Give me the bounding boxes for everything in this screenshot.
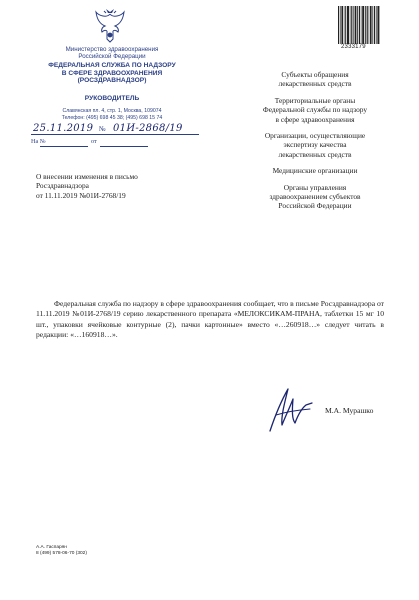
ministry-line: Министерство здравоохранения: [65, 46, 159, 53]
subject-block: [36, 172, 138, 200]
recipient: [240, 131, 390, 159]
barcode-number: 2333179: [341, 44, 366, 50]
ministry-line: Российской Федерации: [78, 53, 146, 61]
executor-name: А.А. Гаспарян: [36, 545, 67, 550]
registration-date: 25.11.2019: [33, 123, 94, 134]
recipient-line: Территориальные органы: [274, 95, 356, 105]
ministry-name: [12, 46, 212, 60]
recipient: [240, 166, 390, 175]
address-block: [12, 108, 212, 121]
subject-line: Росздравнадзора: [36, 181, 89, 191]
recipient-line: Органы управления: [283, 182, 347, 192]
subject-line: О внесении изменения в письмо: [36, 172, 138, 181]
recipient-line: лекарственных средств: [278, 79, 352, 89]
signature-icon: [262, 385, 322, 435]
recipient-line: здравоохранением субъектов: [269, 192, 361, 202]
service-line: В СФЕРЕ ЗДРАВООХРАНЕНИЯ: [61, 69, 163, 77]
executor-phone: 8 (499) 578-06-70 (302): [36, 551, 87, 557]
number-sign: №: [99, 125, 106, 133]
subject-line: от 11.11.2019 №01И-2768/19: [36, 190, 126, 200]
recipient: [240, 70, 390, 89]
recipient: [240, 96, 390, 124]
recipient-line: Медицинские организации: [272, 166, 358, 176]
recipient-line: Субъекты обращения: [281, 70, 349, 79]
address-line: Славянская пл. 4, стр. 1, Москва, 109074: [62, 108, 162, 114]
recipient-line: лекарственных средств: [278, 149, 352, 159]
recipient-line: Российской Федерации: [278, 201, 352, 211]
service-line: ФЕДЕРАЛЬНАЯ СЛУЖБА ПО НАДЗОРУ: [48, 62, 176, 69]
recipient: [240, 183, 390, 211]
barcode-icon: [338, 6, 380, 44]
registration-line: [31, 125, 199, 135]
recipient-line: Организации, осуществляющие: [264, 131, 366, 141]
recipient-line: в сфере здравоохранения: [275, 114, 355, 124]
reference-label: На №: [31, 138, 46, 145]
recipient-line: Федеральной службы по надзору: [262, 105, 368, 115]
service-line: (РОСЗДРАВНАДЗОР): [77, 77, 147, 85]
address-line: Телефон: (495) 698 45 38; (495) 698 15 74: [61, 114, 163, 121]
letter-body: Федеральная служба по надзору в сфере здравоохранения сообщает, что в письме Росздравнадзора от 11.11.2019 №01И-2768/19 серию лекарственного препарата «МЕЛОКСИКАМ-ПРАНА, таблетки 15 мг 10 шт., упаковки ячейковые контурные (2), пачки картонные» вместо «…260918…» следует читать в редакции: «…160918…».: [36, 299, 384, 340]
service-name: [12, 62, 212, 85]
recipients-block: [240, 70, 390, 218]
head-title: РУКОВОДИТЕЛЬ: [84, 95, 140, 102]
recipient-line: экспертизу качества: [283, 140, 347, 150]
from-label: от: [91, 138, 97, 145]
executor-info: [36, 545, 87, 558]
registration-number: 01И-2868/19: [113, 123, 183, 134]
coat-of-arms-icon: [93, 8, 127, 46]
signer-name: М.А. Мурашко: [325, 406, 374, 415]
